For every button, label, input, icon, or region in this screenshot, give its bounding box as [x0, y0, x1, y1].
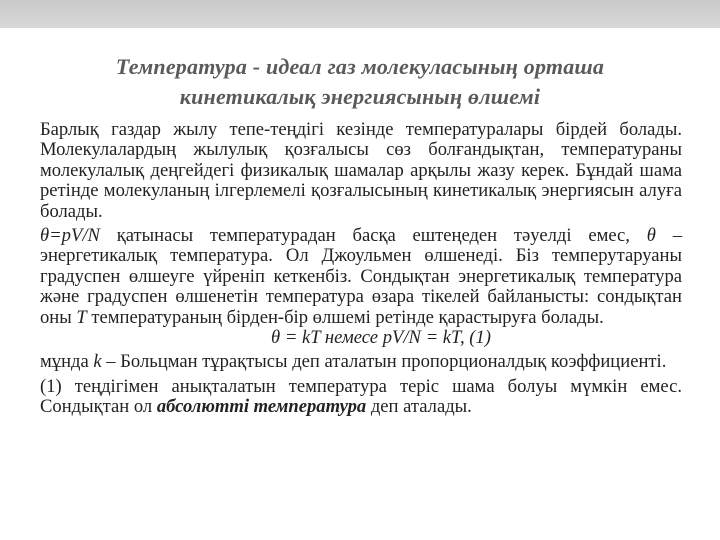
absolute-temperature-term: абсолютті температура — [156, 396, 367, 418]
paragraph-2-text-a: қатынасы температурадан басқа ештеңеден тәуелді емес, — [99, 225, 647, 247]
theta-symbol: θ — [646, 225, 656, 247]
title-line-1: Температура - идеал газ молекуласының орташа — [115, 54, 605, 79]
top-decorative-band — [0, 0, 720, 28]
paragraph-3-text-b: – Больцман тұрақтысы деп аталатын пропорционалдық коэффициенті. — [101, 351, 667, 373]
paragraph-2-text-b: – энергетикалық температура. Ол Джоульмен өлшенеді. Біз темперутаруаны градуспен өлшеуге үйреніп кеткенбіз. Сондықтан энергетикалық температура және градуспен өлшенетін температура өзара тікелей байланысты: сондықтан оны — [40, 225, 683, 328]
paragraph-3-text-a: мұнда — [40, 351, 94, 373]
slide-title — [40, 52, 680, 112]
paragraph-3 — [40, 352, 682, 372]
slide-body — [40, 120, 682, 418]
paragraph-2-text-c: температураның бірден-бір өлшемі ретінде қарастыруға болады. — [86, 306, 604, 328]
formula-theta-pv-n: θ=pV/N — [40, 225, 100, 247]
paragraph-4-text-a: (1) теңдігімен анықталатын температура теріс шама болуы мүмкін емес. Сондықтан ол — [40, 375, 682, 418]
paragraph-2 — [40, 226, 682, 328]
equation-1: θ = kT немесе pV/N = kT, (1) — [271, 327, 491, 349]
k-symbol: k — [93, 351, 102, 373]
slide — [0, 28, 720, 540]
paragraph-1: Барлық газдар жылу тепе-теңдігі кезінде температуралары бірдей болады. Молекулалардың жылулық қозғалысы сөз болғандықтан, температураны молекулалық деңгейдегі физикалық шамалар арқылы жазу керек. Бұндай шама ретінде молекуланың ілгерлемелі қозғалысының кинетикалық энергиясын алуға болады. — [40, 119, 682, 222]
paragraph-4 — [40, 377, 682, 418]
t-symbol: T — [76, 306, 87, 328]
title-line-2: кинетикалық энергиясының өлшемі — [179, 84, 541, 109]
paragraph-4-text-b: деп аталады. — [366, 396, 472, 418]
